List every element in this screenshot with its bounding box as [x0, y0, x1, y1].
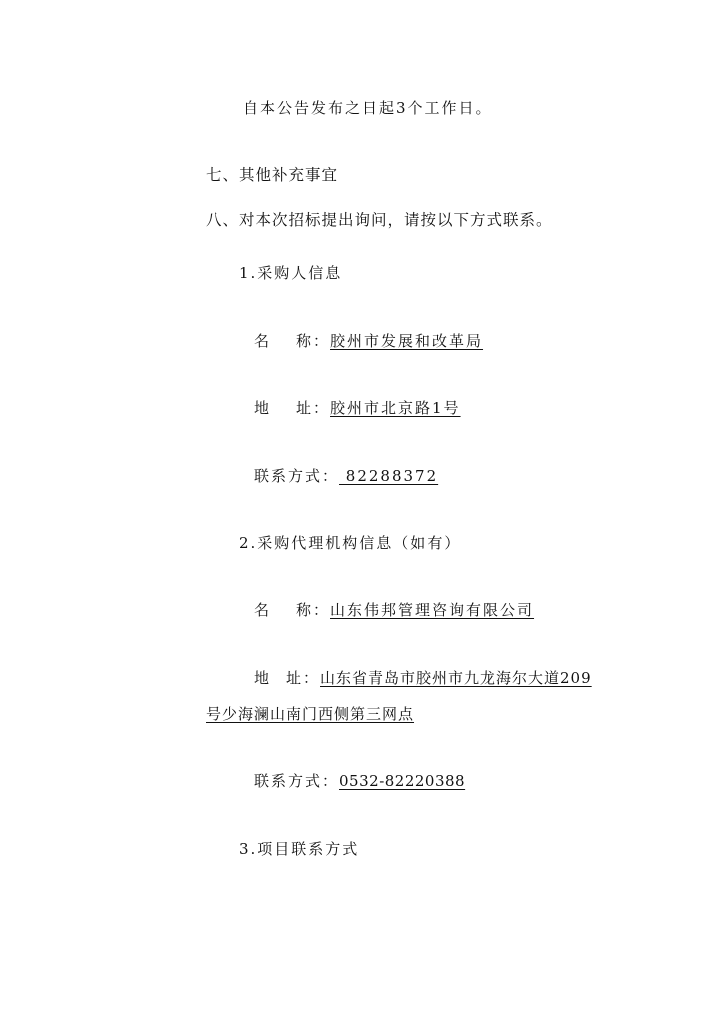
purchaser-contact-value: 82288372	[339, 467, 439, 485]
contact-label: 联系方式：	[254, 467, 340, 485]
address-label-char-2: 址：	[286, 669, 321, 687]
address-label-char-1: 地	[254, 669, 272, 687]
section-7-heading: 七、其他补充事宜	[206, 166, 339, 184]
purchaser-name-value: 胶州市发展和改革局	[330, 332, 484, 350]
address-label-char-2: 址：	[296, 399, 331, 417]
name-label-char-2: 称：	[296, 332, 331, 350]
agency-name-row	[254, 599, 534, 621]
purchaser-name-row	[254, 330, 483, 352]
address-label-char-1: 地	[254, 399, 272, 417]
purchaser-info-title: 1.采购人信息	[239, 264, 343, 282]
purchaser-address-row	[254, 397, 461, 419]
project-contact-title: 3.项目联系方式	[239, 840, 360, 858]
agency-name-value: 山东伟邦管理咨询有限公司	[330, 601, 535, 619]
agency-info-title: 2.采购代理机构信息（如有）	[239, 534, 462, 552]
contact-label: 联系方式：	[254, 772, 340, 790]
agency-address-continuation	[206, 703, 414, 725]
name-label-char-2: 称：	[296, 601, 331, 619]
agency-address-row	[254, 667, 592, 689]
agency-contact-value: 0532-82220388	[339, 772, 466, 790]
agency-address-value-line1: 山东省青岛市胶州市九龙海尔大道209	[320, 669, 592, 687]
section-8-heading: 八、对本次招标提出询问，请按以下方式联系。	[206, 211, 553, 229]
purchaser-address-value: 胶州市北京路1号	[330, 399, 461, 417]
purchaser-contact-row	[254, 465, 438, 487]
agency-contact-row	[254, 770, 465, 792]
agency-address-value-line2: 号少海澜山南门西侧第三网点	[206, 705, 415, 723]
deadline-text: 自本公告发布之日起3个工作日。	[243, 99, 493, 117]
name-label-char-1: 名	[254, 601, 272, 619]
name-label-char-1: 名	[254, 332, 272, 350]
